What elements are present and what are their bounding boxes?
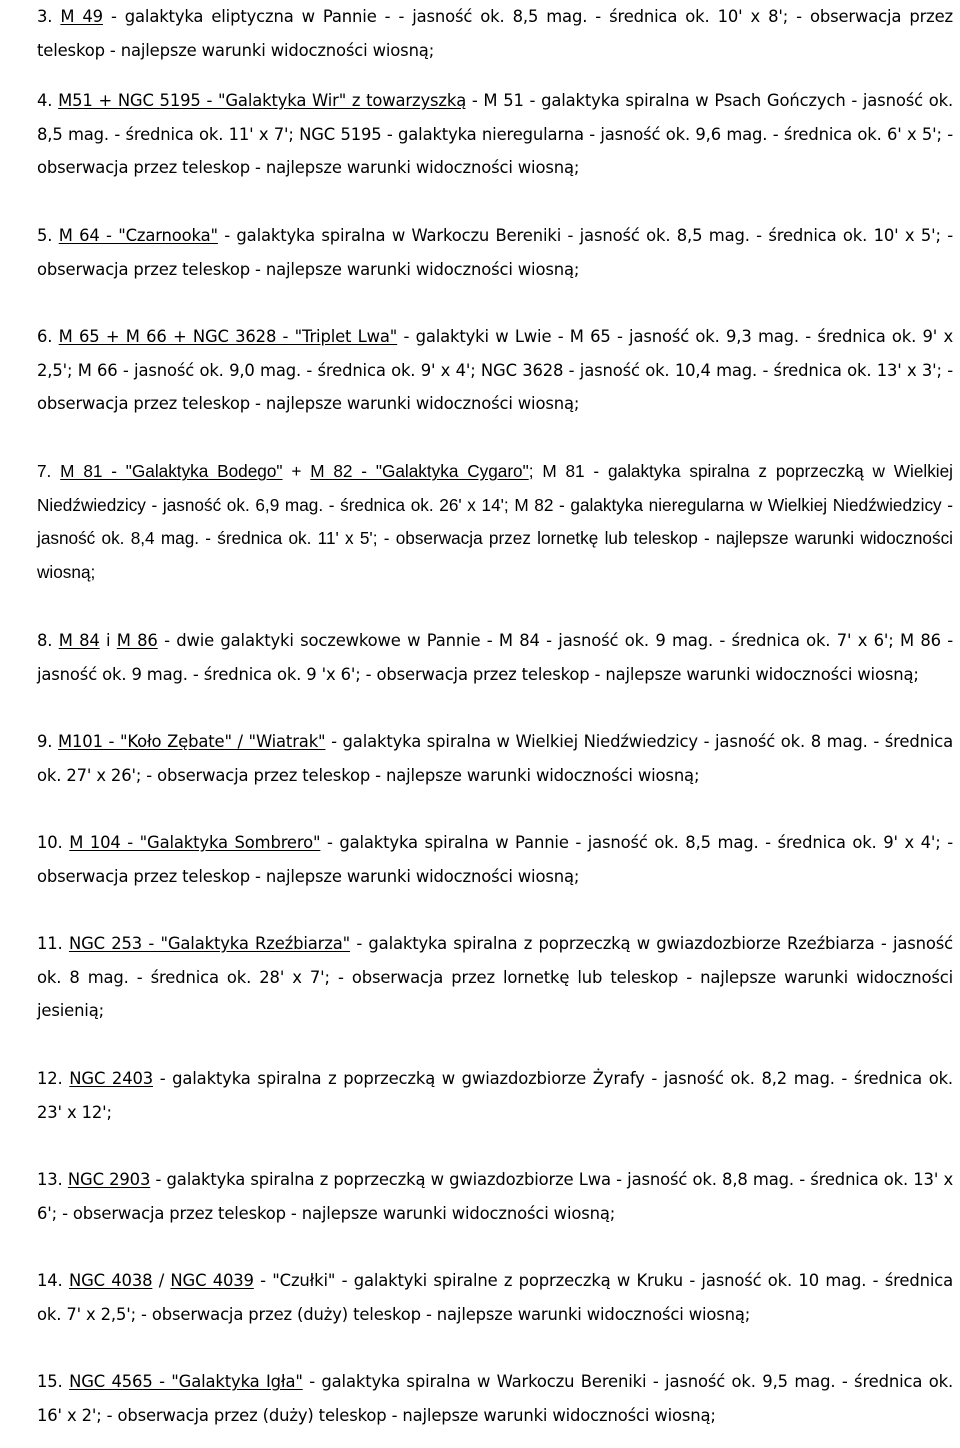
item-description: - galaktyki w Lwie - M 65 - jasność ok. 9,3 mag. - średnica ok. 9' x 2,5'; M 66 - jasność ok. 9,0 mag. - średnica ok. 9' x 4'; NGC 3628 - jasność ok. 10,4 mag. - średnica ok. 13' x 3'; - obserwacja przez teleskop - najlepsze warunki widoczności wiosną; [37,327,954,414]
list-item [37,1264,953,1331]
item-description: - galaktyka eliptyczna w Pannie - - jasność ok. 8,5 mag. - średnica ok. 10' x 8'; - obserwacja przez teleskop - najlepsze warunki widoczności wiosną; [37,7,953,60]
item-number: 11. [37,934,63,953]
item-description: i [99,631,117,650]
object-link[interactable]: M101 - "Koło Zębate" / "Wiatrak" [58,732,326,751]
object-link[interactable]: M 104 - "Galaktyka Sombrero" [69,833,321,852]
list-item [37,826,953,893]
item-description: - galaktyka spiralna z poprzeczką w gwiazdozbiorze Rzeźbiarza - jasność ok. 8 mag. - średnica ok. 28' x 7'; - obserwacja przez lornetkę lub teleskop - najlepsze warunki widoczności jesienią; [37,934,953,1021]
list-item [37,84,953,185]
list-item [37,1365,953,1432]
object-link[interactable]: M 82 - "Galaktyka Cygaro" [310,461,529,481]
item-number: 5. [37,226,53,245]
object-link[interactable]: M 86 [116,631,158,650]
list-item [37,927,953,1028]
item-description: - galaktyka spiralna w Warkoczu Bereniki - jasność ok. 9,5 mag. - średnica ok. 16' x 2'; - obserwacja przez (duży) teleskop - najlepsze warunki widoczności wiosną; [37,1372,953,1425]
object-link[interactable]: NGC 2403 [69,1069,154,1088]
object-link[interactable]: M51 + NGC 5195 - "Galaktyka Wir" z towarzyszką [58,91,467,110]
item-number: 10. [37,833,63,852]
item-description: - dwie galaktyki soczewkowe w Pannie - M 84 - jasność ok. 9 mag. - średnica ok. 7' x 6'; M 86 - jasność ok. 9 mag. - średnica ok. 9 'x 6'; - obserwacja przez teleskop - najlepsze warunki widoczności wiosną; [37,631,954,684]
list-item [37,1062,953,1129]
item-description: ; M 81 - galaktyka spiralna z poprzeczką w Wielkiej Niedźwiedzicy - jasność ok. 6,9 mag. - średnica ok. 26' x 14'; M 82 - galaktyka nieregularna w Wielkiej Niedźwiedzicy - jasność ok. 8,4 mag. - średnica ok. 11' x 5'; - obserwacja przez lornetkę lub teleskop - najlepsze warunki widoczności wiosną; [37,461,953,582]
item-number: 4. [37,91,53,110]
list-item [37,0,953,67]
object-link[interactable]: M 81 - "Galaktyka Bodego" [60,461,283,481]
object-link[interactable]: M 49 [60,7,103,26]
object-link[interactable]: NGC 4565 - "Galaktyka Igła" [69,1372,303,1391]
object-link[interactable]: M 65 + M 66 + NGC 3628 - "Triplet Lwa" [58,327,398,346]
list-item [37,1163,953,1230]
item-description: - "Czułki" - galaktyki spiralne z poprzeczką w Kruku - jasność ok. 10 mag. - średnica ok. 7' x 2,5'; - obserwacja przez (duży) teleskop - najlepsze warunki widoczności wiosną; [37,1271,953,1324]
item-description: - galaktyka spiralna w Warkoczu Bereniki - jasność ok. 8,5 mag. - średnica ok. 10' x 5'; - obserwacja przez teleskop - najlepsze warunki widoczności wiosną; [37,226,953,279]
item-number: 6. [37,327,53,346]
item-number: 9. [37,732,53,751]
object-link[interactable]: M 84 [58,631,100,650]
list-item [37,624,953,691]
item-description: + [282,461,311,481]
object-link[interactable]: NGC 4038 [68,1271,153,1290]
list-item [37,219,953,286]
item-description: / [152,1271,171,1290]
item-number: 13. [37,1170,63,1189]
list-item [37,320,953,421]
object-link[interactable]: NGC 4039 [170,1271,254,1290]
item-description: - galaktyka spiralna w Wielkiej Niedźwiedzicy - jasność ok. 8 mag. - średnica ok. 27' x 26'; - obserwacja przez teleskop - najlepsze warunki widoczności wiosną; [37,732,953,785]
item-description: - galaktyka spiralna z poprzeczką w gwiazdozbiorze Lwa - jasność ok. 8,8 mag. - średnica ok. 13' x 6'; - obserwacja przez teleskop - najlepsze warunki widoczności wiosną; [37,1170,954,1223]
item-number: 3. [37,7,53,26]
object-link[interactable]: M 64 - "Czarnooka" [58,226,218,245]
list-item [37,725,953,792]
item-number: 8. [37,631,53,650]
list-item [37,455,953,589]
item-description: - galaktyka spiralna z poprzeczką w gwiazdozbiorze Żyrafy - jasność ok. 8,2 mag. - średnica ok. 23' x 12'; [37,1069,953,1122]
item-number: 7. [37,461,52,481]
item-number: 14. [37,1271,63,1290]
item-description: - galaktyka spiralna w Pannie - jasność ok. 8,5 mag. - średnica ok. 9' x 4'; - obserwacja przez teleskop - najlepsze warunki widoczności wiosną; [37,833,953,886]
item-number: 12. [37,1069,63,1088]
item-description: - M 51 - galaktyka spiralna w Psach Gończych - jasność ok. 8,5 mag. - średnica ok. 11' x 7'; NGC 5195 - galaktyka nieregularna - jasność ok. 9,6 mag. - średnica ok. 6' x 5'; - obserwacja przez teleskop - najlepsze warunki widoczności wiosną; [37,91,954,178]
item-number: 15. [37,1372,63,1391]
object-link[interactable]: NGC 2903 [67,1170,151,1189]
object-link[interactable]: NGC 253 - "Galaktyka Rzeźbiarza" [68,934,351,953]
